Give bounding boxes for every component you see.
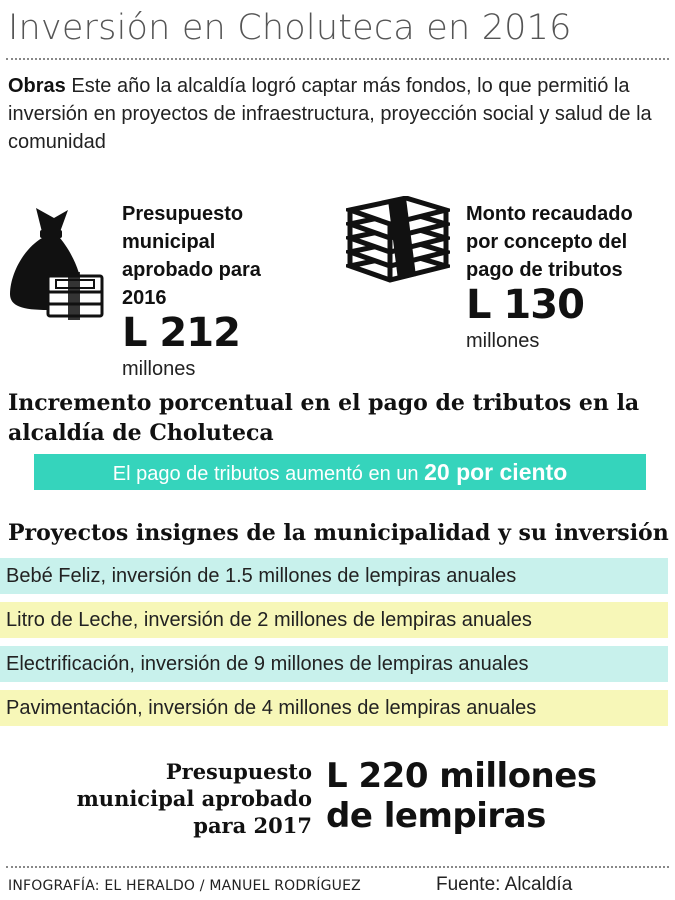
- stat-budget-2016-unit: millones: [122, 358, 196, 380]
- stat-budget-2016-label: Presupuesto municipal aprobado para 2016: [122, 203, 261, 309]
- increment-heading: Incremento porcentual en el pago de tributos en la alcaldía de Choluteca: [8, 390, 640, 446]
- project-row: Litro de Leche, inversión de 2 millones de lempiras anuales: [0, 602, 668, 638]
- banner-text: El pago de tributos aumentó en un: [112, 463, 419, 485]
- page-title: Inversión en Choluteca en 2016: [8, 8, 572, 48]
- top-divider: [6, 58, 669, 60]
- increment-banner: [34, 454, 646, 490]
- banner-highlight: 20 por ciento: [424, 459, 568, 485]
- intro-text: Este año la alcaldía logró captar más fondos, lo que permitió la inversión en proyectos de infraestructura, proyección social y salud de la comunidad: [8, 75, 652, 153]
- stat-taxes-label: Monto recaudado por concepto del pago de tributos: [466, 203, 633, 281]
- projects-heading: Proyectos insignes de la municipalidad y su inversión: [8, 520, 669, 546]
- source-note: Fuente: Alcaldía: [436, 874, 573, 895]
- intro-paragraph: [8, 72, 658, 156]
- money-stack-icon: [346, 196, 450, 290]
- budget-2017-label: Presupuesto municipal aprobado para 2017: [76, 759, 312, 838]
- money-bag-icon: [8, 206, 104, 324]
- project-row: Pavimentación, inversión de 4 millones de lempiras anuales: [0, 690, 668, 726]
- stat-taxes-value: L 130: [466, 282, 584, 328]
- budget-2017-value: L 220 millones de lempiras: [326, 756, 597, 836]
- intro-lead: Obras: [8, 75, 66, 97]
- infographic-credit: INFOGRAFÍA: EL HERALDO / MANUEL RODRÍGUEZ: [8, 878, 361, 894]
- stat-taxes-unit: millones: [466, 330, 540, 352]
- project-row: Electrificación, inversión de 9 millones de lempiras anuales: [0, 646, 668, 682]
- stat-budget-2016-value: L 212: [122, 310, 240, 356]
- project-row: Bebé Feliz, inversión de 1.5 millones de lempiras anuales: [0, 558, 668, 594]
- bottom-divider: [6, 866, 669, 868]
